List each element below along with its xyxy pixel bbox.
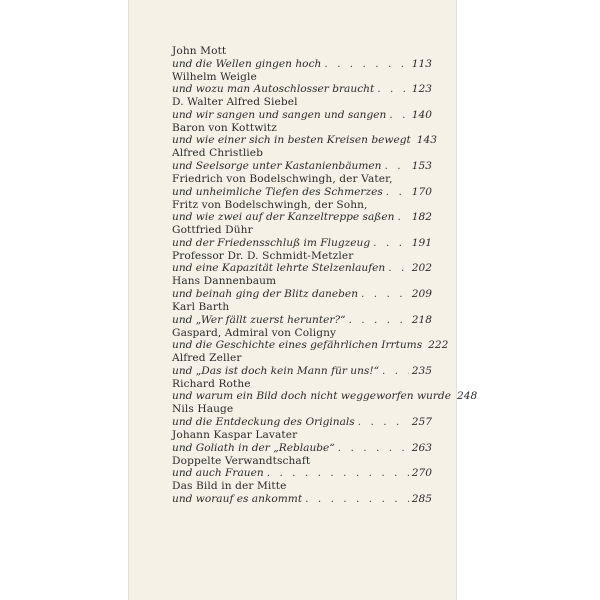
toc-entry	[172, 224, 432, 250]
toc-entry	[172, 326, 449, 353]
entry-name: John Mott	[172, 45, 227, 57]
entry-name: Richard Rothe	[172, 377, 251, 390]
dot-leader	[305, 493, 409, 506]
page-number: 248	[456, 390, 478, 403]
toc-entry	[172, 301, 432, 327]
entry-name: Wilhelm Weigle	[172, 70, 257, 83]
dot-leader	[386, 186, 409, 199]
entry-title: und die Geschichte eines gefährlichen Irrtums	[172, 339, 423, 352]
entry-title: und Goliath in der „Reblaube“	[172, 441, 335, 454]
page-number: 285	[411, 492, 432, 505]
table-of-contents	[172, 45, 478, 506]
page-number: 209	[411, 287, 432, 300]
page-number: 182	[411, 211, 432, 224]
dot-leader	[361, 288, 409, 301]
entry-title: und wie einer sich in besten Kreisen bewegt	[172, 134, 411, 147]
entry-name: Karl Barth	[172, 300, 230, 313]
entry-title: und Seelsorge unter Kastanienbäumen	[172, 159, 382, 172]
page-number: 143	[416, 134, 437, 147]
page-number: 235	[411, 364, 432, 377]
page-number: 123	[411, 83, 432, 96]
entry-name: Alfred Zeller	[172, 352, 242, 365]
entry-title: und die Entdeckung des Originals	[172, 415, 355, 428]
toc-entry	[172, 45, 432, 71]
entry-name: Professor Dr. D. Schmidt-Metzler	[172, 249, 354, 262]
entry-title: und wie zwei auf der Kanzeltreppe saßen	[172, 211, 395, 224]
dot-leader	[389, 109, 408, 122]
entry-title: und wir sangen und sangen und sangen	[172, 108, 387, 121]
entry-name: Nils Hauge	[172, 403, 234, 416]
entry-title: und „Das ist doch kein Mann für uns!“	[172, 364, 380, 377]
entry-name: Doppelte Verwandtschaft	[172, 454, 311, 467]
toc-entry	[172, 199, 432, 225]
page-number: 191	[411, 236, 432, 249]
toc-entry	[172, 96, 432, 122]
toc-entry	[172, 377, 478, 404]
dot-leader	[349, 314, 409, 327]
dot-leader	[384, 160, 408, 173]
entry-name: Johann Kaspar Lavater	[172, 428, 298, 441]
entry-title: und beinah ging der Blitz daneben	[172, 287, 359, 300]
toc-entry	[172, 121, 437, 148]
entry-name: Baron von Kottwitz	[172, 121, 277, 134]
entry-title: und unheimliche Tiefen des Schmerzes	[172, 185, 383, 198]
page-number: 222	[428, 339, 449, 352]
dot-leader	[324, 58, 408, 71]
entry-name: Fritz von Bodelschwingh, der Sohn,	[172, 198, 368, 211]
entry-title: und der Friedensschluß im Flugzeug	[172, 236, 371, 249]
entry-name: Friedrich von Bodelschwingh, der Vater,	[172, 172, 393, 185]
entry-name: Das Bild in der Mitte	[172, 480, 287, 493]
toc-entry	[172, 147, 432, 173]
toc-entry	[172, 403, 432, 429]
toc-entry	[172, 455, 432, 481]
entry-title: und die Wellen gingen hoch	[172, 57, 322, 70]
entry-title: und auch Frauen	[172, 467, 264, 480]
dot-leader	[267, 467, 409, 480]
page-number: 263	[411, 441, 432, 454]
entry-name: Alfred Christlieb	[172, 147, 264, 160]
toc-entry	[172, 71, 432, 97]
page-number: 257	[411, 415, 432, 428]
entry-name: Gaspard, Admiral von Coligny	[172, 326, 337, 339]
dot-leader	[358, 416, 409, 429]
dot-leader	[382, 365, 409, 378]
entry-title: und „Wer fällt zuerst herunter?“	[172, 313, 346, 326]
entry-title: und eine Kapazität lehrte Stelzenlaufen	[172, 262, 386, 275]
dot-leader	[397, 211, 408, 224]
page-number: 270	[411, 467, 432, 480]
page-number: 140	[411, 108, 432, 121]
page-number: 153	[411, 159, 432, 172]
dot-leader	[338, 442, 409, 455]
page-number: 170	[411, 185, 432, 198]
entry-title: und wozu man Autoschlosser braucht	[172, 83, 375, 96]
entry-name: D. Walter Alfred Siebel	[172, 96, 298, 109]
toc-entry	[172, 352, 432, 378]
page-number: 202	[411, 262, 432, 275]
entry-title: und worauf es ankommt	[172, 492, 303, 505]
toc-entry	[172, 480, 432, 506]
dot-leader	[388, 262, 409, 275]
dot-leader	[373, 237, 409, 250]
page-number: 218	[411, 313, 432, 326]
toc-entry	[172, 429, 432, 455]
dot-leader	[377, 83, 409, 96]
toc-entry	[172, 250, 432, 276]
toc-entry	[172, 275, 432, 301]
page-number: 113	[411, 57, 432, 70]
toc-entry	[172, 173, 432, 199]
entry-title: und warum ein Bild doch nicht weggeworfen wurde	[172, 390, 451, 403]
entry-name: Gottfried Dühr	[172, 224, 253, 237]
entry-name: Hans Dannenbaum	[172, 275, 277, 288]
